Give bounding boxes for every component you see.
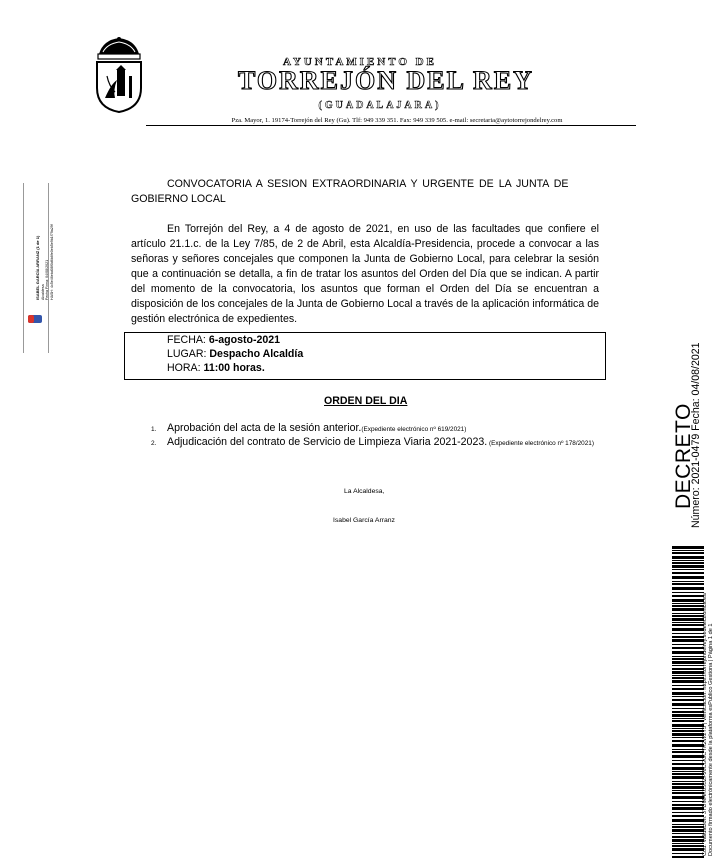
barcode-bar (672, 668, 704, 670)
header-line-ayuntamiento: AYUNTAMIENTO DE (283, 56, 437, 68)
hora-value: 11:00 horas. (203, 362, 265, 374)
title-line-2: GOBIERNO LOCAL (131, 193, 226, 205)
barcode-bar (672, 636, 704, 638)
header-line-town: TORREJÓN DEL REY (238, 66, 534, 95)
hora-label: HORA: (167, 362, 201, 374)
barcode-bar (672, 639, 704, 642)
barcode-bar (672, 572, 704, 574)
barcode-bar (672, 836, 704, 838)
barcode-bar (672, 665, 704, 666)
barcode-bar (672, 724, 704, 727)
barcode-bar (672, 633, 704, 634)
barcode-bar (672, 845, 704, 847)
barcode-bar (672, 647, 704, 649)
barcode-bar (672, 675, 704, 676)
barcode-bar (672, 622, 704, 623)
agenda-item-text: Aprobación del acta de la sesión anterior. (167, 422, 362, 434)
barcode-bar (672, 755, 704, 758)
hora-row (167, 362, 265, 374)
barcode-bar (672, 613, 704, 614)
fecha-row (167, 334, 280, 346)
lugar-value: Despacho Alcaldía (209, 348, 304, 360)
barcode-bar (672, 760, 704, 761)
signer-name: Isabel García Arranz (333, 517, 395, 524)
barcode-bar (672, 599, 704, 602)
barcode-bar (672, 685, 704, 686)
lugar-row (167, 348, 303, 360)
barcode-bar (672, 737, 704, 738)
barcode-bar (672, 720, 704, 722)
agenda-item-number: 1. (151, 426, 157, 433)
barcode-bar (672, 688, 704, 690)
barcode-bar (672, 550, 704, 551)
barcode-bar (672, 786, 704, 789)
barcode-bar (672, 628, 704, 631)
barcode-bar (672, 843, 704, 844)
barcode-bar (672, 829, 704, 832)
barcode-bar (672, 815, 704, 817)
barcode-bar (672, 728, 704, 729)
barcode-bar (672, 651, 704, 654)
barcode-bar (672, 644, 704, 645)
verification-line-1: Cód. Validación: 3TDMHK6S3ZFJ6CGGCYK2W2Y5 | Verificación: https://torrejondelrey.sedelectronica.es/ (702, 592, 708, 856)
barcode-bar (672, 595, 704, 597)
agenda-item-expediente: (Expediente electrónico nº 619/2021) (361, 426, 467, 433)
barcode-bar (672, 587, 704, 590)
decreto-number-date: Número: 2021-0479 Fecha: 04/08/2021 (690, 342, 702, 528)
barcode-bar (672, 856, 704, 858)
barcode-bar (672, 699, 704, 701)
barcode-bar (672, 576, 704, 579)
barcode-bar (672, 560, 704, 561)
barcode-bar (672, 812, 704, 813)
barcode-bar (672, 763, 704, 765)
barcode-bar (672, 783, 704, 785)
orden-del-dia-heading: ORDEN DEL DIA (324, 395, 408, 407)
barcode-bar (672, 556, 704, 559)
signature-name: ISABEL GARCÍA ARRANZ (1 de 1) (35, 235, 40, 300)
barcode-bar (672, 615, 704, 617)
barcode-bar (672, 771, 704, 772)
barcode-bar (672, 692, 704, 695)
decreto-label: DECRETO (672, 403, 695, 509)
barcode-bar (672, 569, 704, 570)
barcode-bar (672, 733, 704, 736)
barcode-bar (672, 767, 704, 770)
barcode-bar (672, 792, 704, 794)
barcode-bar (672, 819, 704, 822)
barcode-bar (672, 565, 704, 568)
barcode-bar (672, 804, 704, 806)
barcode-bar (672, 583, 704, 585)
barcode-icon (672, 546, 704, 858)
signature-text (36, 180, 54, 300)
barcode-bar (672, 826, 704, 828)
barcode-bar (672, 839, 704, 842)
barcode-bar (672, 796, 704, 799)
barcode-bar (672, 751, 704, 753)
barcode-bar (672, 790, 704, 791)
barcode-bar (672, 592, 704, 593)
barcode-bar (672, 801, 704, 802)
session-details-box (124, 332, 606, 380)
closing-alcaldesa: La Alcaldesa, (344, 488, 385, 495)
barcode-bar (672, 714, 704, 717)
barcode-bar (672, 711, 704, 713)
barcode-bar (672, 807, 704, 810)
convocatoria-paragraph: En Torrejón del Rey, a 4 de agosto de 2021, en uso de las facultades que confiere el artículo 21.1.c. de la Ley 7/85, de 2 de Abril, esta Alcaldía-Presidencia, procede a convocar a las señoras y señores concejales que componen la Junta de Gobierno Local, para celebrar la sesión que a continuación se detalla, a fin de tratar los asuntos del Orden del Día que se indican. A partir del momento de la convocatoria, los asuntos que forman el Orden del Día se encuentran a disposición de los concejales de la Junta de Gobierno Local a través de la aplicación informática de gestión electrónica de expedientes. (131, 223, 599, 325)
barcode-bar (672, 833, 704, 834)
barcode-bar (672, 773, 704, 775)
header-rule (146, 125, 636, 126)
lugar-label: LUGAR: (167, 348, 207, 360)
title-line-1: CONVOCATORIA A SESION EXTRAORDINARIA Y URGENTE DE LA JUNTA DE (167, 178, 569, 190)
barcode-bar (672, 677, 704, 679)
barcode-bar (672, 848, 704, 851)
fecha-label: FECHA: (167, 334, 206, 346)
fecha-value: 6-agosto-2021 (208, 334, 281, 346)
barcode-bar (672, 618, 704, 621)
barcode-bar (672, 656, 704, 657)
agenda-item (151, 436, 594, 448)
agenda-item (151, 422, 466, 434)
barcode-bar (672, 776, 704, 779)
verification-line-2: Documento firmado electrónicamente desde la plataforma esPublico Gestiona | Página 1 de 1 (708, 623, 715, 856)
barcode-bar (672, 624, 704, 626)
barcode-bar (672, 605, 704, 607)
header-address: Pza. Mayor, 1. 19174-Torrejón del Rey (Gu). Tlf: 949 339 351. Fax: 949 339 505. e-mail: secretaria@aytotorrejondelrey.com (231, 117, 563, 124)
barcode-bar (672, 824, 704, 825)
barcode-bar (672, 658, 704, 660)
signature-logo-icon (27, 314, 43, 324)
barcode-bar (672, 749, 704, 750)
signature-role: Alcaldesa (40, 284, 45, 300)
barcode-bar (672, 740, 704, 742)
agenda-item-text: Adjudicación del contrato de Servicio de Limpieza Viaria 2021-2023. (167, 436, 488, 448)
signature-hash: HASH: 4c5e46ebd08f0d6b6fe0eb5e9b1f79a29f (49, 224, 54, 300)
barcode-bar (672, 730, 704, 732)
barcode-bar (672, 781, 704, 782)
barcode-bar (672, 853, 704, 854)
barcode-bar (672, 552, 704, 554)
barcode-bar (672, 680, 704, 683)
verification-text (702, 592, 714, 856)
barcode-bar (672, 671, 704, 674)
barcode-bar (672, 608, 704, 611)
barcode-bar (672, 546, 704, 549)
barcode-bar (672, 718, 704, 719)
header-line-province: (GUADALAJARA) (318, 100, 442, 111)
barcode-bar (672, 603, 704, 604)
barcode-bar (672, 562, 704, 564)
barcode-bar (672, 661, 704, 664)
barcode-bar (672, 703, 704, 706)
barcode-bar (672, 696, 704, 697)
agenda-item-number: 2. (151, 440, 157, 447)
agenda-item-expediente: (Expediente electrónico nº 178/2021) (487, 440, 594, 447)
barcode-bar (672, 708, 704, 709)
barcode-bar (672, 581, 704, 582)
municipal-crest-icon (93, 36, 145, 114)
barcode-bar (672, 744, 704, 747)
signature-date: Fecha Firma: 04/08/2021 (45, 259, 49, 300)
